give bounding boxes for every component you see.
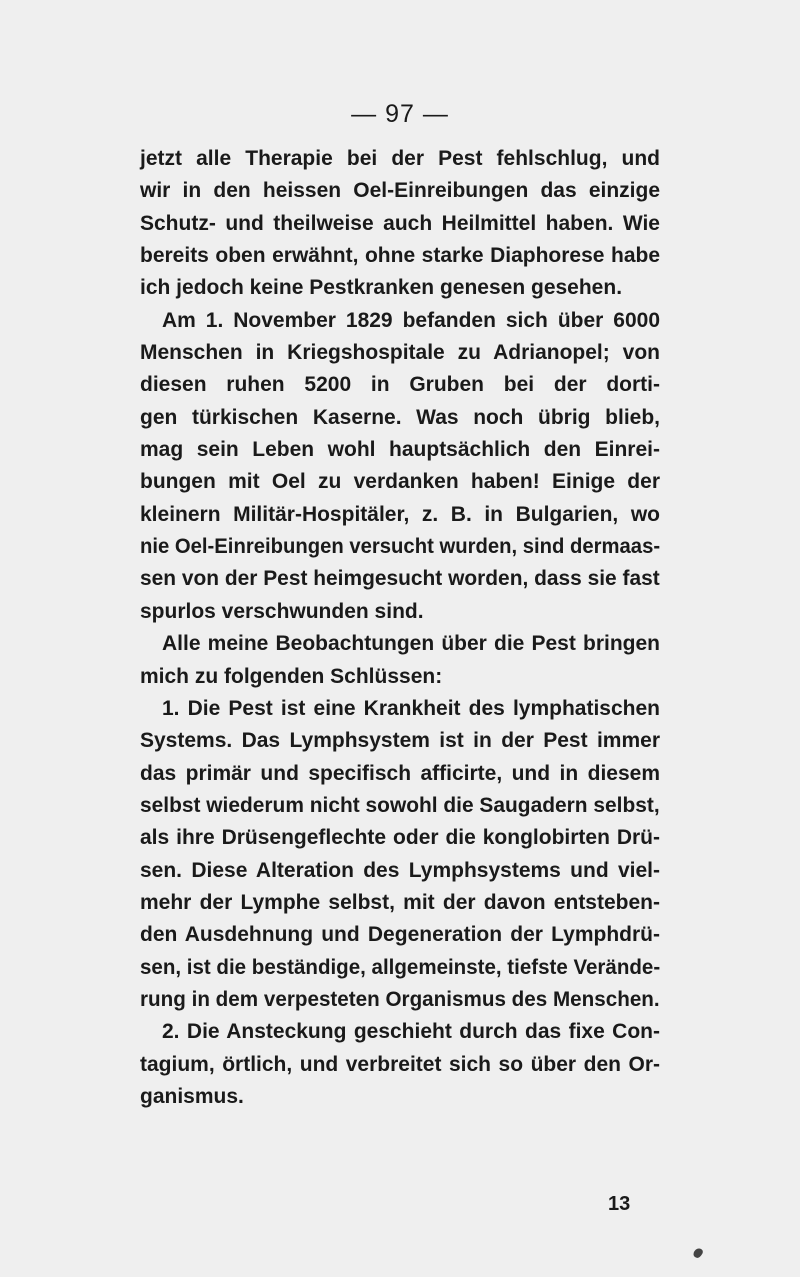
text-line: bungen mit Oel zu verdanken haben! Einige der (140, 470, 660, 494)
text-line: sen von der Pest heimgesucht worden, dass sie fast (140, 567, 660, 591)
text-line: mich zu folgenden Schlüssen: (140, 664, 443, 688)
text-line: das primär und specifisch afficirte, und in diesem (140, 761, 660, 785)
text-line: diesen ruhen 5200 in Gruben bei der dorti- (140, 373, 660, 397)
ink-spot (692, 1247, 704, 1260)
page-number: — 97 — (351, 100, 449, 128)
text-line: 1. Die Pest ist eine Krankheit des lymphatischen (162, 696, 660, 720)
text-line: gen türkischen Kaserne. Was noch übrig blieb, (140, 405, 660, 429)
text-line: sen. Diese Alteration des Lymphsystems und viel- (140, 858, 660, 882)
text-line: den Ausdehnung und Degeneration der Lymphdrü- (140, 923, 660, 947)
text-line: nie Oel-Einreibungen versucht wurden, sind dermaas- (140, 535, 661, 559)
text-line: ganismus. (140, 1084, 244, 1108)
text-line: Systems. Das Lymphsystem ist in der Pest immer (140, 729, 660, 753)
text-line: jetzt alle Therapie bei der Pest fehlschlug, und (140, 147, 660, 170)
text-line: Alle meine Beobachtungen über die Pest bringen (162, 632, 660, 656)
text-line: tagium, örtlich, und verbreitet sich so über den Or- (140, 1052, 660, 1076)
text-line: mehr der Lymphe selbst, mit der davon entsteben- (140, 890, 660, 914)
text-line: spurlos verschwunden sind. (140, 599, 424, 623)
text-line: sen, ist die beständige, allgemeinste, tiefste Verände- (140, 955, 661, 979)
signature-mark: 13 (608, 1193, 631, 1215)
text-line: wir in den heissen Oel-Einreibungen das einzige (140, 179, 660, 203)
text-line: Am 1. November 1829 befanden sich über 6000 (162, 308, 660, 332)
text-line: als ihre Drüsengeflechte oder die konglobirten Drü- (140, 826, 660, 850)
text-line: 2. Die Ansteckung geschieht durch das fixe Con- (162, 1020, 660, 1044)
text-line: ich jedoch keine Pestkranken genesen gesehen. (140, 276, 623, 300)
text-line: Menschen in Kriegshospitale zu Adrianopel; von (140, 341, 660, 365)
text-line: selbst wiederum nicht sowohl die Saugadern selbst, (140, 793, 660, 817)
text-line: rung in dem verpesteten Organismus des Menschen. (140, 987, 660, 1011)
text-line: bereits oben erwähnt, ohne starke Diaphorese habe (140, 244, 660, 268)
text-line: Schutz- und theilweise auch Heilmittel haben. Wie (140, 211, 660, 235)
body-text (140, 143, 660, 1113)
text-line: kleinern Militär-Hospitäler, z. B. in Bulgarien, wo (140, 502, 660, 526)
text-line: mag sein Leben wohl hauptsächlich den Einrei- (140, 438, 660, 462)
